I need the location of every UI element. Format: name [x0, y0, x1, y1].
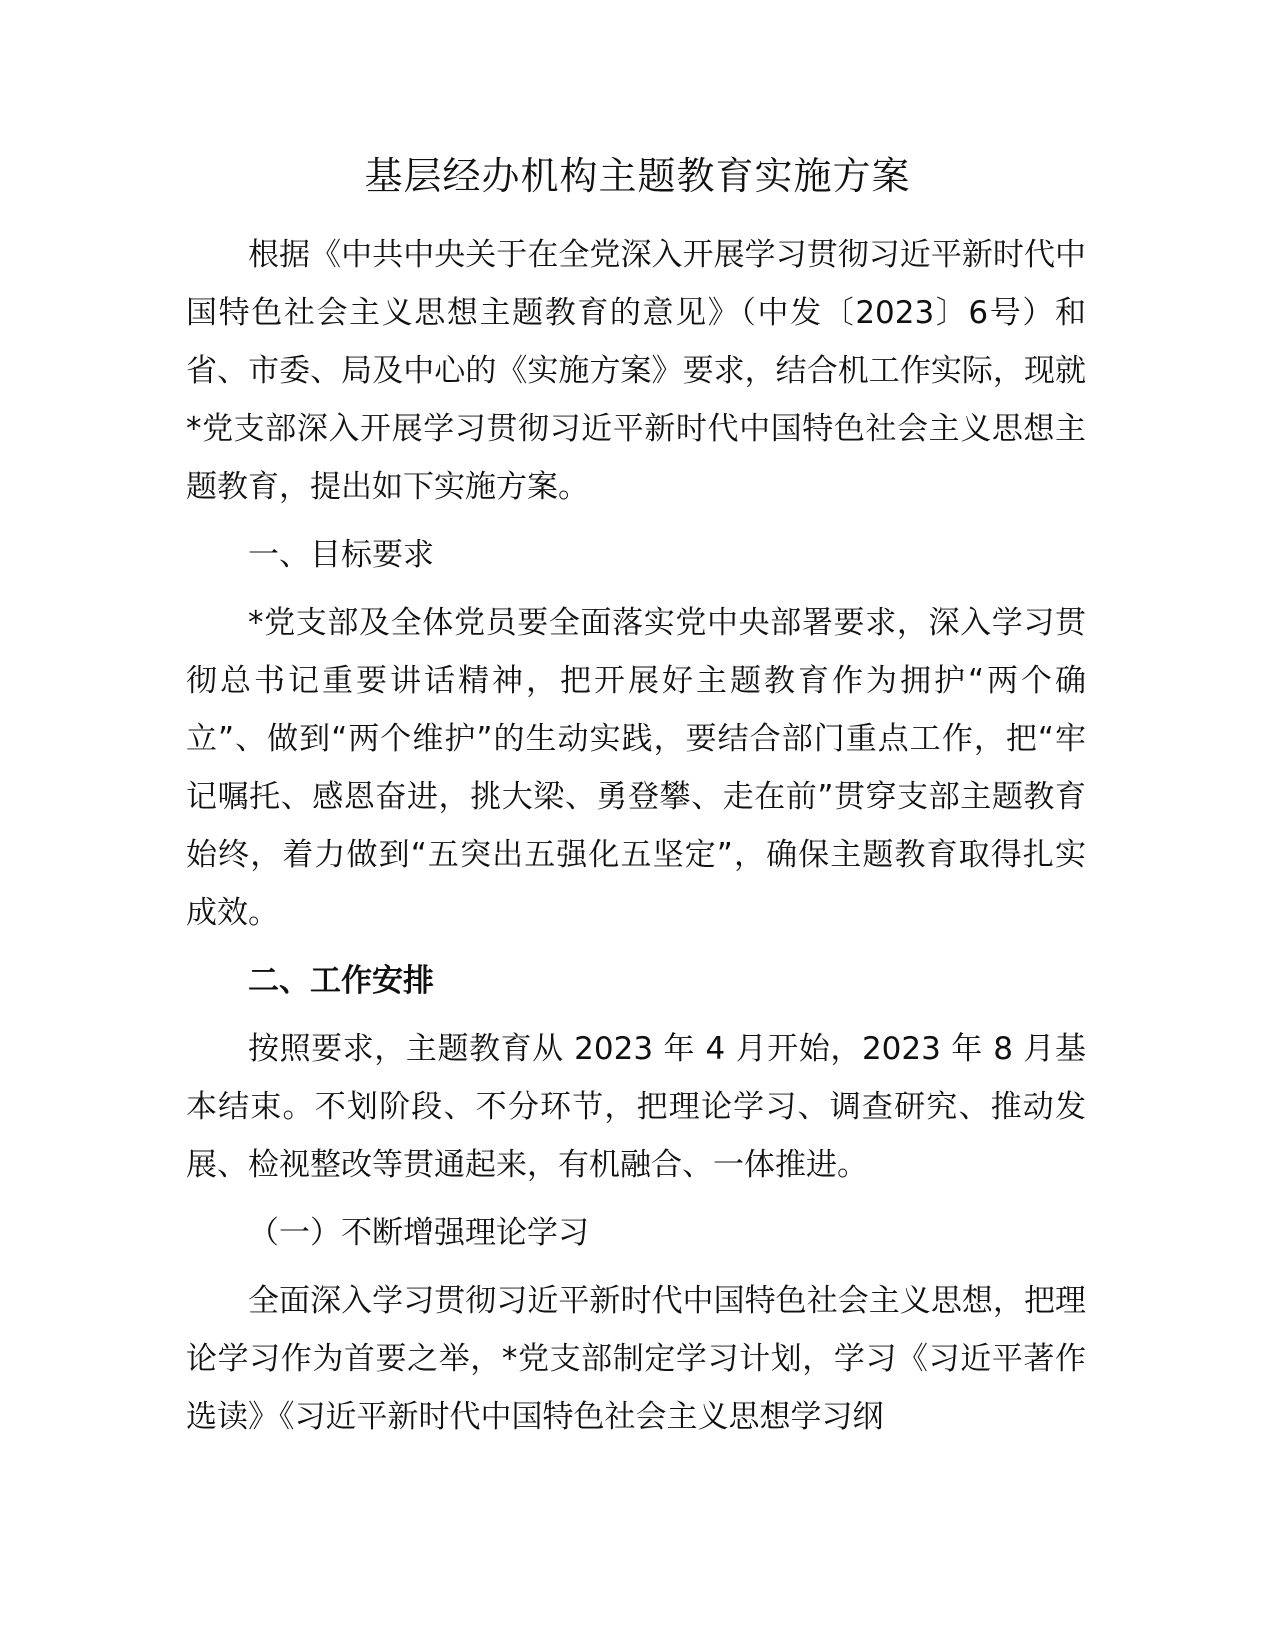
subsection-body-theory-study: 全面深入学习贯彻习近平新时代中国特色社会主义思想，把理论学习作为首要之举，*党支部制定学习计划，学习《习近平著作选读》《习近平新时代中国特色社会主义思想学习纲	[186, 1283, 1086, 1435]
section-heading-work-arrangement: 二、工作安排	[248, 963, 434, 999]
section-body-work-arrangement: 按照要求，主题教育从 2023 年 4 月开始，2023 年 8 月基本结束。不划阶段、不分环节，把理论学习、调查研究、推动发展、检视整改等贯通起来，有机融合、一体推进。	[186, 1031, 1086, 1183]
intro-paragraph: 根据《中共中央关于在全党深入开展学习贯彻习近平新时代中国特色社会主义思想主题教育的意见》（中发〔2023〕6号）和省、市委、局及中心的《实施方案》要求，结合机工作实际，现就*党支部深入开展学习贯彻习近平新时代中国特色社会主义思想主题教育，提出如下实施方案。	[186, 237, 1086, 505]
document-body	[186, 226, 1086, 1446]
document-title: 基层经办机构主题教育实施方案	[364, 154, 911, 198]
subsection-heading-theory-study: （一）不断增强理论学习	[248, 1215, 589, 1251]
section-body-goals: *党支部及全体党员要全面落实党中央部署要求，深入学习贯彻总书记重要讲话精神，把开展好主题教育作为拥护“两个确立”、做到“两个维护”的生动实践，要结合部门重点工作，把“牢记嘱托、感恩奋进，挑大梁、勇登攀、走在前”贯穿支部主题教育始终，着力做到“五突出五强化五坚定”，确保主题教育取得扎实成效。	[186, 605, 1086, 931]
section-heading-goals: 一、目标要求	[248, 537, 434, 573]
